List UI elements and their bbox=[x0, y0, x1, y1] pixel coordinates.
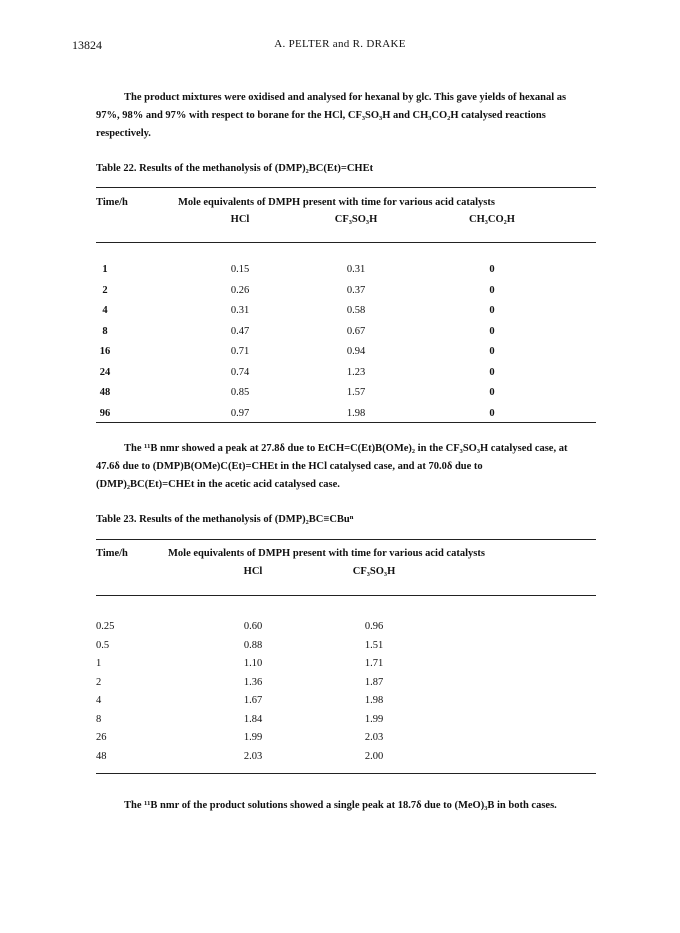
table23-cell-cf3: 2.00 bbox=[364, 750, 384, 762]
table23-cell-cf3: 1.51 bbox=[364, 639, 384, 651]
table22-top-rule bbox=[96, 187, 596, 188]
table22-cell-hcl: 0.97 bbox=[230, 407, 250, 419]
table23-col-cf3so3h: CF₃SO₃H bbox=[352, 566, 396, 577]
table22-cell-hcl: 0.85 bbox=[230, 387, 250, 398]
table22-caption: Table 22. Results of the methanolysis of (DMP)₂BC(Et)=CHEt bbox=[96, 163, 374, 174]
table22-cell-time: 2 bbox=[102, 284, 108, 296]
table23-caption: Table 23. Results of the methanolysis of (DMP)₂BC≡CBuⁿ bbox=[96, 514, 354, 525]
table22-cell-time: 8 bbox=[102, 325, 108, 337]
table22-cell-ch3: 0 bbox=[489, 387, 495, 398]
page-number: 13824 bbox=[72, 38, 102, 52]
table22-col-cf3so3h: CF₃SO₃H bbox=[334, 214, 378, 225]
table22-cell-ch3: 0 bbox=[489, 264, 495, 275]
table23-cell-cf3: 1.71 bbox=[364, 658, 384, 669]
table23-cell-cf3: 2.03 bbox=[364, 732, 384, 743]
table23-cell-hcl: 1.10 bbox=[243, 658, 263, 669]
table22-cell-ch3: 0 bbox=[489, 284, 495, 296]
table22-cell-cf3: 0.94 bbox=[346, 346, 366, 357]
table22-cell-ch3: 0 bbox=[489, 325, 495, 337]
table23-time-header: Time/h bbox=[96, 548, 128, 559]
intro-line-1: The product mixtures were oxidised and analysed for hexanal by glc. This gave yields of hexanal as bbox=[124, 92, 567, 103]
table23-cell-time: 4 bbox=[96, 695, 102, 706]
table22-cell-time: 16 bbox=[99, 346, 111, 357]
table23-cell-hcl: 1.84 bbox=[243, 713, 263, 725]
table22-cell-cf3: 1.57 bbox=[346, 387, 366, 398]
table22-cell-time: 4 bbox=[102, 305, 108, 316]
table23-cell-time: 0.25 bbox=[96, 621, 115, 632]
table23-cell-cf3: 1.98 bbox=[364, 695, 384, 706]
table22-cell-ch3: 0 bbox=[489, 305, 495, 316]
table22-time-header: Time/h bbox=[96, 197, 128, 208]
table23-cell-time: 2 bbox=[96, 676, 102, 688]
table23-cell-cf3: 1.99 bbox=[364, 713, 384, 725]
table23-cell-hcl: 2.03 bbox=[243, 750, 263, 762]
table22-cell-ch3: 0 bbox=[489, 366, 495, 378]
table22-cell-ch3: 0 bbox=[489, 407, 495, 419]
table23-cell-hcl: 1.99 bbox=[243, 732, 263, 743]
table22-cell-time: 96 bbox=[99, 407, 111, 419]
table23-top-rule bbox=[96, 539, 596, 540]
table22-cell-time: 24 bbox=[99, 366, 111, 378]
intro-line-2: 97%, 98% and 97% with respect to borane for the HCl, CF₃SO₃H and CH₃CO₂H catalysed reactions bbox=[96, 110, 546, 121]
table22-col-ch3co2h: CH₃CO₂H bbox=[469, 214, 515, 225]
table22-cell-ch3: 0 bbox=[489, 346, 495, 357]
table22-cell-cf3: 0.37 bbox=[346, 284, 366, 296]
table23-cell-time: 1 bbox=[96, 658, 102, 669]
table23-header-rule bbox=[96, 595, 596, 596]
table22-cell-cf3: 1.98 bbox=[346, 407, 366, 419]
table23-cell-hcl: 1.67 bbox=[243, 695, 263, 706]
middle-line-1: The ¹¹B nmr showed a peak at 27.8δ due to EtCH=C(Et)B(OMe)₂ in the CF₃SO₃H catalysed case, at bbox=[124, 443, 568, 454]
table23-cell-hcl: 1.36 bbox=[243, 676, 263, 688]
table22-cell-cf3: 0.58 bbox=[346, 305, 366, 316]
table23-cell-time: 8 bbox=[96, 713, 102, 725]
table23-col-hcl: HCl bbox=[243, 566, 263, 577]
table23-cell-time: 0.5 bbox=[96, 639, 110, 651]
table22-cell-hcl: 0.71 bbox=[230, 346, 250, 357]
running-head: A. PELTER and R. DRAKE bbox=[274, 38, 406, 50]
table23-cell-cf3: 1.87 bbox=[364, 676, 384, 688]
table22-header-rule bbox=[96, 242, 596, 243]
table22-cell-hcl: 0.26 bbox=[230, 284, 250, 296]
table22-cell-time: 1 bbox=[102, 264, 108, 275]
table22-cell-cf3: 0.67 bbox=[346, 325, 366, 337]
table22-cell-time: 48 bbox=[99, 387, 111, 398]
final-paragraph: The ¹¹B nmr of the product solutions showed a single peak at 18.7δ due to (MeO)₃B in both cases. bbox=[124, 800, 557, 811]
table22-bottom-rule bbox=[96, 422, 596, 423]
table22-cell-hcl: 0.74 bbox=[230, 366, 250, 378]
table22-cell-cf3: 0.31 bbox=[346, 264, 366, 275]
table22-cell-cf3: 1.23 bbox=[346, 366, 366, 378]
table23-cell-hcl: 0.60 bbox=[243, 621, 263, 632]
table23-group-header: Mole equivalents of DMPH present with time for various acid catalysts bbox=[168, 548, 485, 559]
table23-cell-time: 26 bbox=[96, 732, 107, 743]
middle-line-2: 47.6δ due to (DMP)B(OMe)C(Et)=CHEt in the HCl catalysed case, and at 70.0δ due to bbox=[96, 461, 483, 472]
table23-bottom-rule bbox=[96, 773, 596, 774]
table23-cell-time: 48 bbox=[96, 750, 107, 762]
table22-cell-hcl: 0.47 bbox=[230, 325, 250, 337]
table22-group-header: Mole equivalents of DMPH present with time for various acid catalysts bbox=[178, 197, 495, 208]
table22-col-hcl: HCl bbox=[230, 214, 250, 225]
table23-cell-hcl: 0.88 bbox=[243, 639, 263, 651]
intro-line-3: respectively. bbox=[96, 128, 151, 139]
table22-cell-hcl: 0.15 bbox=[230, 264, 250, 275]
table22-cell-hcl: 0.31 bbox=[230, 305, 250, 316]
middle-line-3: (DMP)₂BC(Et)=CHEt in the acetic acid catalysed case. bbox=[96, 479, 340, 490]
table23-cell-cf3: 0.96 bbox=[364, 621, 384, 632]
